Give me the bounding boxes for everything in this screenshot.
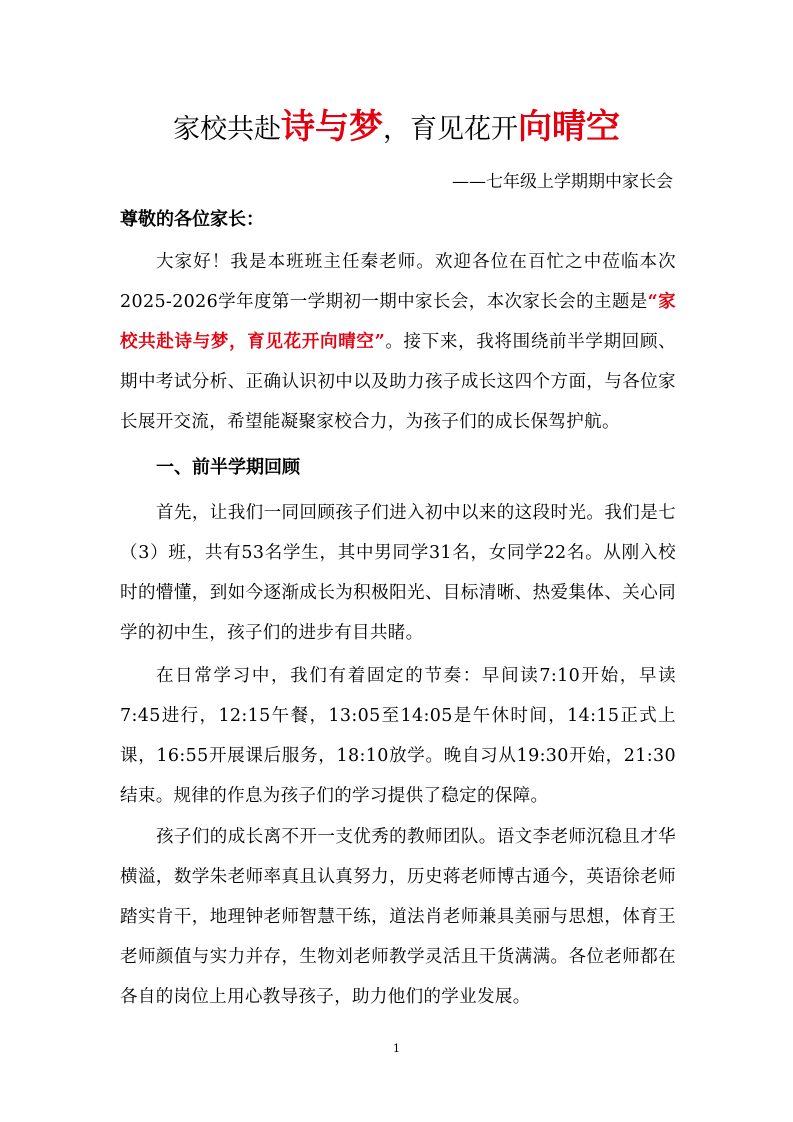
intro-text-before: 大家好！我是本班班主任秦老师。欢迎各位在百忙之中莅临本次2025-2026学年度第一学期初一期中家长会，本次家长会的主题是 xyxy=(120,252,676,312)
title-part-1: 家校共赴 xyxy=(173,114,281,145)
document-title xyxy=(0,103,793,154)
title-highlight-poetry-dream: 诗与梦 xyxy=(281,107,383,147)
intro-text-after: 。接下来，我将围绕前半学期回顾、期中考试分析、正确认识初中以及助力孩子成长这四个方面，与各位家长展开交流，希望能凝聚家校合力，为孩子们的成长保驾护航。 xyxy=(120,332,676,432)
intro-paragraph xyxy=(120,242,676,442)
section-heading-review: 一、前半学期回顾 xyxy=(156,457,300,478)
title-part-3: ，育见花开 xyxy=(383,114,518,145)
salutation: 尊敬的各位家长： xyxy=(120,209,264,230)
paragraph-class-overview: 首先，让我们一同回顾孩子们进入初中以来的这段时光。我们是七（3）班，共有53名学生，其中男同学31名，女同学22名。从刚入校时的懵懂，到如今逐渐成长为积极阳光、目标清晰、热爱集体、关心同学的初中生，孩子们的进步有目共睹。 xyxy=(120,503,676,643)
document-subtitle: ——七年级上学期期中家长会 xyxy=(452,172,673,192)
title-highlight-sunny-sky: 向晴空 xyxy=(518,107,620,147)
page-number: 1 xyxy=(393,1042,400,1055)
meeting-theme: “家校共赴诗与梦，育见花开向晴空” xyxy=(120,292,676,352)
paragraph-daily-schedule: 在日常学习中，我们有着固定的节奏：早间读7:10开始，早读7:45进行，12:15午餐，13:05至14:05是午休时间，14:15正式上课，16:55开展课后服务，18:10放学。晚自习从19:30开始，21:30结束。规律的作息为孩子们的学习提供了稳定的保障。 xyxy=(120,666,676,806)
paragraph-teacher-team: 孩子们的成长离不开一支优秀的教师团队。语文李老师沉稳且才华横溢，数学朱老师率真且认真努力，历史蒋老师博古通今，英语徐老师踏实肯干，地理钟老师智慧干练，道法肖老师兼具美丽与思想，体育王老师颜值与实力并存，生物刘老师教学灵活且干货满满。各位老师都在各自的岗位上用心教导孩子，助力他们的学业发展。 xyxy=(120,827,676,1007)
